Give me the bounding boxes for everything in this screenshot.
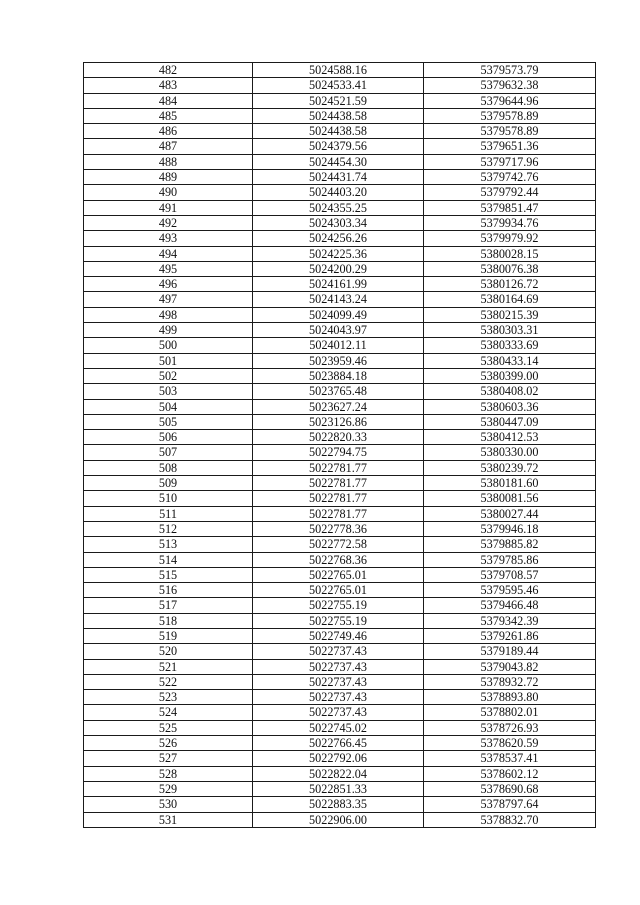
- point-number-cell: 505: [84, 414, 253, 429]
- y-coordinate-cell: 5379934.76: [424, 215, 596, 230]
- point-number-cell: 485: [84, 108, 253, 123]
- table-row: [84, 766, 596, 781]
- table-row: [84, 751, 596, 766]
- point-number-cell: 528: [84, 766, 253, 781]
- x-coordinate-cell: 5024454.30: [253, 154, 424, 169]
- table-row: [84, 277, 596, 292]
- table-row: [84, 384, 596, 399]
- point-number-cell: 494: [84, 246, 253, 261]
- x-coordinate-cell: 5024043.97: [253, 323, 424, 338]
- table-row: [84, 353, 596, 368]
- table-row: [84, 185, 596, 200]
- table-row: [84, 154, 596, 169]
- x-coordinate-cell: 5022755.19: [253, 613, 424, 628]
- table-row: [84, 246, 596, 261]
- x-coordinate-cell: 5022765.01: [253, 583, 424, 598]
- point-number-cell: 489: [84, 170, 253, 185]
- table-row: [84, 613, 596, 628]
- y-coordinate-cell: 5380330.00: [424, 445, 596, 460]
- y-coordinate-cell: 5378893.80: [424, 690, 596, 705]
- y-coordinate-cell: 5378726.93: [424, 720, 596, 735]
- table-row: [84, 659, 596, 674]
- point-number-cell: 503: [84, 384, 253, 399]
- point-number-cell: 527: [84, 751, 253, 766]
- table-row: [84, 781, 596, 796]
- x-coordinate-cell: 5023959.46: [253, 353, 424, 368]
- y-coordinate-cell: 5378537.41: [424, 751, 596, 766]
- table-row: [84, 430, 596, 445]
- y-coordinate-cell: 5378802.01: [424, 705, 596, 720]
- point-number-cell: 521: [84, 659, 253, 674]
- point-number-cell: 500: [84, 338, 253, 353]
- y-coordinate-cell: 5379644.96: [424, 93, 596, 108]
- table-row: [84, 200, 596, 215]
- x-coordinate-cell: 5022749.46: [253, 628, 424, 643]
- x-coordinate-cell: 5024379.56: [253, 139, 424, 154]
- table-row: [84, 93, 596, 108]
- x-coordinate-cell: 5022906.00: [253, 812, 424, 827]
- x-coordinate-cell: 5022737.43: [253, 659, 424, 674]
- y-coordinate-cell: 5379785.86: [424, 552, 596, 567]
- table-row: [84, 552, 596, 567]
- y-coordinate-cell: 5379342.39: [424, 613, 596, 628]
- point-number-cell: 492: [84, 215, 253, 230]
- table-row: [84, 414, 596, 429]
- x-coordinate-cell: 5024143.24: [253, 292, 424, 307]
- y-coordinate-cell: 5378620.59: [424, 736, 596, 751]
- x-coordinate-cell: 5024588.16: [253, 63, 424, 78]
- y-coordinate-cell: 5380412.53: [424, 430, 596, 445]
- y-coordinate-cell: 5380215.39: [424, 307, 596, 322]
- y-coordinate-cell: 5379578.89: [424, 108, 596, 123]
- y-coordinate-cell: 5380027.44: [424, 506, 596, 521]
- x-coordinate-cell: 5024099.49: [253, 307, 424, 322]
- point-number-cell: 497: [84, 292, 253, 307]
- point-number-cell: 511: [84, 506, 253, 521]
- point-number-cell: 504: [84, 399, 253, 414]
- table-row: [84, 598, 596, 613]
- table-row: [84, 139, 596, 154]
- point-number-cell: 501: [84, 353, 253, 368]
- point-number-cell: 483: [84, 78, 253, 93]
- x-coordinate-cell: 5024303.34: [253, 215, 424, 230]
- x-coordinate-cell: 5024431.74: [253, 170, 424, 185]
- y-coordinate-cell: 5380603.36: [424, 399, 596, 414]
- x-coordinate-cell: 5022883.35: [253, 797, 424, 812]
- point-number-cell: 507: [84, 445, 253, 460]
- x-coordinate-cell: 5022792.06: [253, 751, 424, 766]
- table-row: [84, 307, 596, 322]
- x-coordinate-cell: 5022781.77: [253, 506, 424, 521]
- y-coordinate-cell: 5380181.60: [424, 476, 596, 491]
- y-coordinate-cell: 5380028.15: [424, 246, 596, 261]
- x-coordinate-cell: 5022737.43: [253, 674, 424, 689]
- x-coordinate-cell: 5022851.33: [253, 781, 424, 796]
- point-number-cell: 519: [84, 628, 253, 643]
- x-coordinate-cell: 5022768.36: [253, 552, 424, 567]
- y-coordinate-cell: 5380447.09: [424, 414, 596, 429]
- y-coordinate-cell: 5379578.89: [424, 124, 596, 139]
- x-coordinate-cell: 5023765.48: [253, 384, 424, 399]
- y-coordinate-cell: 5379742.76: [424, 170, 596, 185]
- x-coordinate-cell: 5024200.29: [253, 261, 424, 276]
- table-row: [84, 78, 596, 93]
- point-number-cell: 498: [84, 307, 253, 322]
- point-number-cell: 522: [84, 674, 253, 689]
- point-number-cell: 496: [84, 277, 253, 292]
- y-coordinate-cell: 5378832.70: [424, 812, 596, 827]
- y-coordinate-cell: 5380333.69: [424, 338, 596, 353]
- point-number-cell: 491: [84, 200, 253, 215]
- table-row: [84, 170, 596, 185]
- y-coordinate-cell: 5380081.56: [424, 491, 596, 506]
- point-number-cell: 516: [84, 583, 253, 598]
- table-row: [84, 399, 596, 414]
- point-number-cell: 523: [84, 690, 253, 705]
- x-coordinate-cell: 5022755.19: [253, 598, 424, 613]
- table-row: [84, 583, 596, 598]
- x-coordinate-cell: 5024012.11: [253, 338, 424, 353]
- point-number-cell: 514: [84, 552, 253, 567]
- y-coordinate-cell: 5380408.02: [424, 384, 596, 399]
- point-number-cell: 530: [84, 797, 253, 812]
- point-number-cell: 512: [84, 521, 253, 536]
- table-row: [84, 231, 596, 246]
- y-coordinate-cell: 5378690.68: [424, 781, 596, 796]
- point-number-cell: 490: [84, 185, 253, 200]
- y-coordinate-cell: 5379946.18: [424, 521, 596, 536]
- y-coordinate-cell: 5379717.96: [424, 154, 596, 169]
- point-number-cell: 487: [84, 139, 253, 154]
- point-number-cell: 529: [84, 781, 253, 796]
- point-number-cell: 486: [84, 124, 253, 139]
- x-coordinate-cell: 5024225.36: [253, 246, 424, 261]
- x-coordinate-cell: 5022737.43: [253, 644, 424, 659]
- x-coordinate-cell: 5022781.77: [253, 491, 424, 506]
- x-coordinate-cell: 5024161.99: [253, 277, 424, 292]
- y-coordinate-cell: 5379708.57: [424, 567, 596, 582]
- x-coordinate-cell: 5023126.86: [253, 414, 424, 429]
- point-number-cell: 488: [84, 154, 253, 169]
- x-coordinate-cell: 5024438.58: [253, 124, 424, 139]
- x-coordinate-cell: 5022781.77: [253, 460, 424, 475]
- table-row: [84, 292, 596, 307]
- table-row: [84, 690, 596, 705]
- y-coordinate-cell: 5380433.14: [424, 353, 596, 368]
- point-number-cell: 506: [84, 430, 253, 445]
- point-number-cell: 524: [84, 705, 253, 720]
- x-coordinate-cell: 5022822.04: [253, 766, 424, 781]
- y-coordinate-cell: 5379792.44: [424, 185, 596, 200]
- table-row: [84, 720, 596, 735]
- y-coordinate-cell: 5380126.72: [424, 277, 596, 292]
- y-coordinate-cell: 5379573.79: [424, 63, 596, 78]
- table-row: [84, 460, 596, 475]
- table-row: [84, 705, 596, 720]
- point-number-cell: 526: [84, 736, 253, 751]
- y-coordinate-cell: 5379651.36: [424, 139, 596, 154]
- y-coordinate-cell: 5378932.72: [424, 674, 596, 689]
- x-coordinate-cell: 5024521.59: [253, 93, 424, 108]
- y-coordinate-cell: 5379632.38: [424, 78, 596, 93]
- table-row: [84, 323, 596, 338]
- y-coordinate-cell: 5379189.44: [424, 644, 596, 659]
- x-coordinate-cell: 5022778.36: [253, 521, 424, 536]
- x-coordinate-cell: 5024403.20: [253, 185, 424, 200]
- y-coordinate-cell: 5379595.46: [424, 583, 596, 598]
- point-number-cell: 495: [84, 261, 253, 276]
- table-row: [84, 674, 596, 689]
- point-number-cell: 508: [84, 460, 253, 475]
- x-coordinate-cell: 5022745.02: [253, 720, 424, 735]
- x-coordinate-cell: 5024533.41: [253, 78, 424, 93]
- table-row: [84, 521, 596, 536]
- x-coordinate-cell: 5022766.45: [253, 736, 424, 751]
- point-number-cell: 531: [84, 812, 253, 827]
- table-row: [84, 736, 596, 751]
- point-number-cell: 520: [84, 644, 253, 659]
- y-coordinate-cell: 5380399.00: [424, 368, 596, 383]
- x-coordinate-cell: 5022772.58: [253, 537, 424, 552]
- x-coordinate-cell: 5022737.43: [253, 705, 424, 720]
- point-number-cell: 510: [84, 491, 253, 506]
- x-coordinate-cell: 5022765.01: [253, 567, 424, 582]
- table-row: [84, 124, 596, 139]
- point-number-cell: 513: [84, 537, 253, 552]
- x-coordinate-cell: 5024256.26: [253, 231, 424, 246]
- x-coordinate-cell: 5022781.77: [253, 476, 424, 491]
- table-row: [84, 261, 596, 276]
- table-row: [84, 567, 596, 582]
- y-coordinate-cell: 5378797.64: [424, 797, 596, 812]
- point-number-cell: 502: [84, 368, 253, 383]
- table-row: [84, 506, 596, 521]
- point-number-cell: 525: [84, 720, 253, 735]
- y-coordinate-cell: 5380164.69: [424, 292, 596, 307]
- table-row: [84, 476, 596, 491]
- table-row: [84, 108, 596, 123]
- x-coordinate-cell: 5022794.75: [253, 445, 424, 460]
- table-row: [84, 628, 596, 643]
- y-coordinate-cell: 5378602.12: [424, 766, 596, 781]
- x-coordinate-cell: 5023627.24: [253, 399, 424, 414]
- table-row: [84, 537, 596, 552]
- table-row: [84, 797, 596, 812]
- x-coordinate-cell: 5024438.58: [253, 108, 424, 123]
- coordinates-table: [83, 62, 596, 828]
- table-row: [84, 644, 596, 659]
- x-coordinate-cell: 5023884.18: [253, 368, 424, 383]
- point-number-cell: 484: [84, 93, 253, 108]
- x-coordinate-cell: 5022737.43: [253, 690, 424, 705]
- point-number-cell: 509: [84, 476, 253, 491]
- y-coordinate-cell: 5380076.38: [424, 261, 596, 276]
- table-row: [84, 215, 596, 230]
- y-coordinate-cell: 5379261.86: [424, 628, 596, 643]
- point-number-cell: 482: [84, 63, 253, 78]
- coordinates-table-body: [84, 63, 596, 828]
- y-coordinate-cell: 5380239.72: [424, 460, 596, 475]
- y-coordinate-cell: 5379885.82: [424, 537, 596, 552]
- y-coordinate-cell: 5379851.47: [424, 200, 596, 215]
- point-number-cell: 517: [84, 598, 253, 613]
- point-number-cell: 493: [84, 231, 253, 246]
- x-coordinate-cell: 5024355.25: [253, 200, 424, 215]
- table-row: [84, 368, 596, 383]
- table-row: [84, 63, 596, 78]
- point-number-cell: 499: [84, 323, 253, 338]
- table-row: [84, 338, 596, 353]
- table-row: [84, 812, 596, 827]
- table-row: [84, 491, 596, 506]
- point-number-cell: 515: [84, 567, 253, 582]
- y-coordinate-cell: 5379043.82: [424, 659, 596, 674]
- point-number-cell: 518: [84, 613, 253, 628]
- y-coordinate-cell: 5379979.92: [424, 231, 596, 246]
- y-coordinate-cell: 5379466.48: [424, 598, 596, 613]
- x-coordinate-cell: 5022820.33: [253, 430, 424, 445]
- y-coordinate-cell: 5380303.31: [424, 323, 596, 338]
- table-row: [84, 445, 596, 460]
